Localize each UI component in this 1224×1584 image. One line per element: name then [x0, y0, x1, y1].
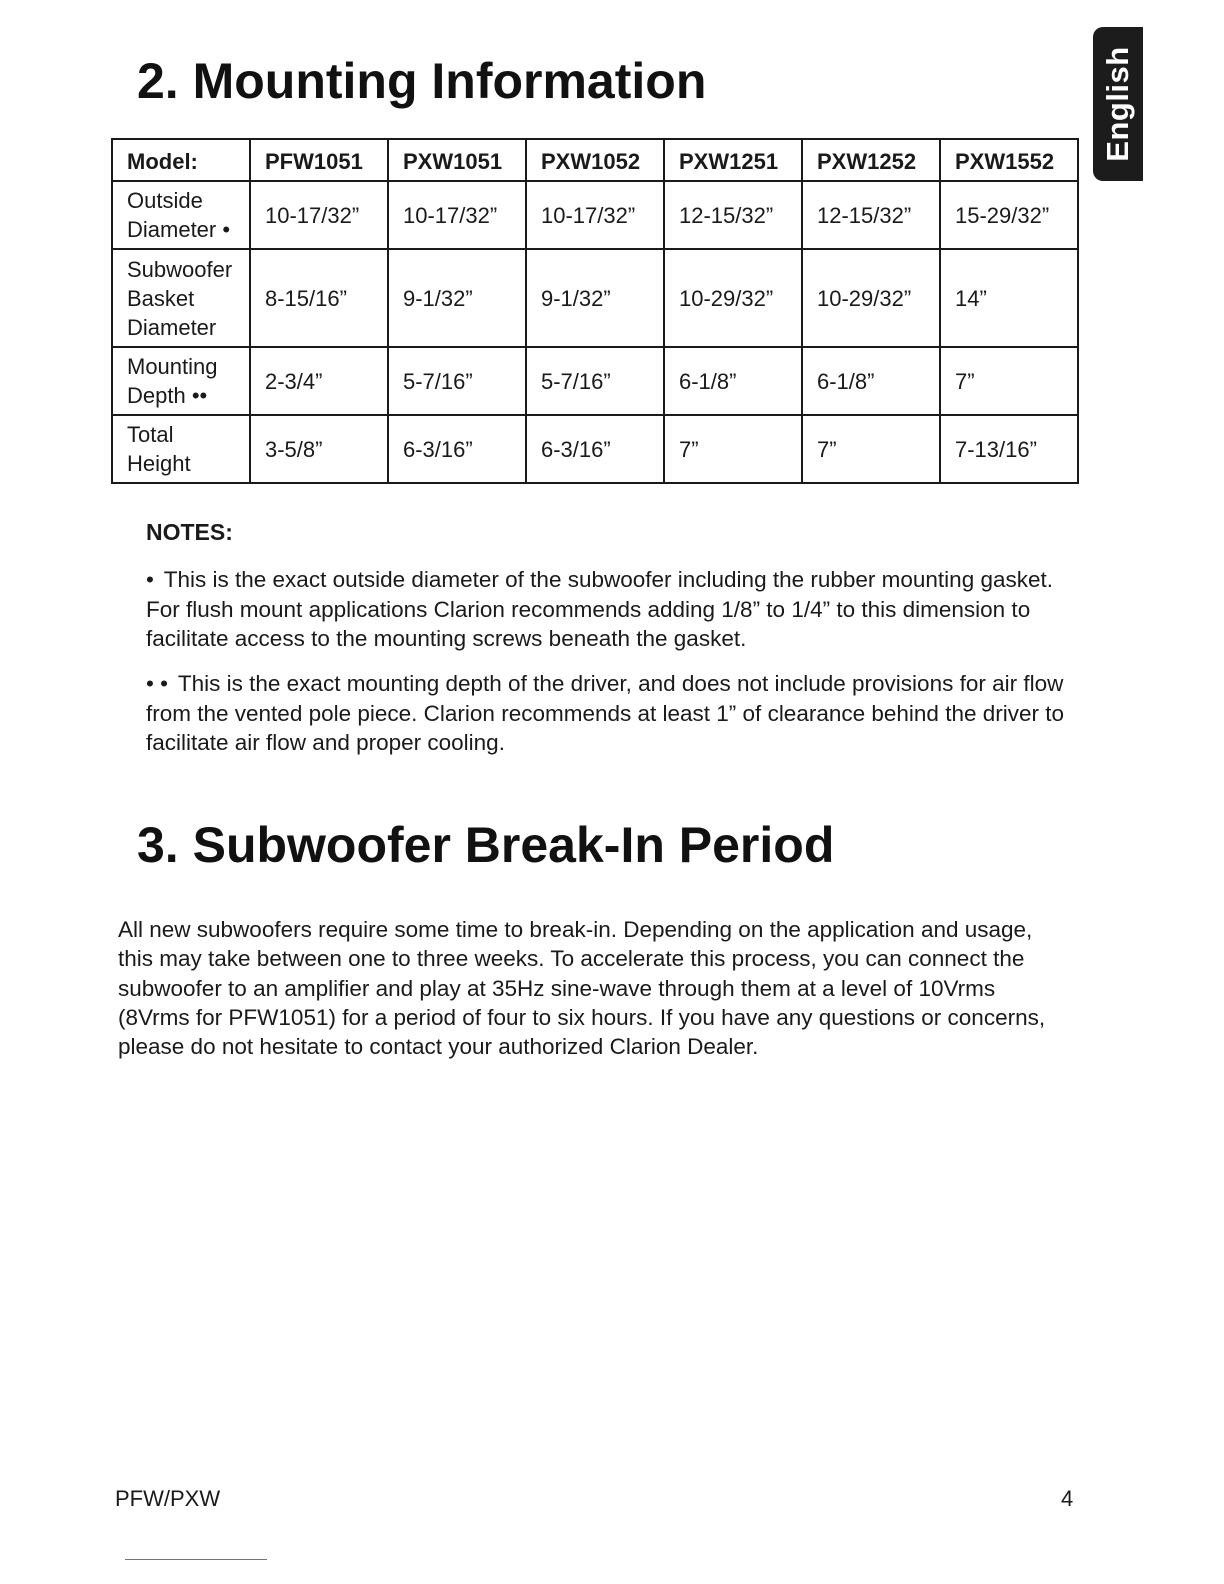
note-bullet-marker: •: [146, 567, 154, 592]
bottom-divider: [125, 1559, 267, 1560]
table-cell: 14”: [940, 249, 1078, 347]
table-cell: 8-15/16”: [250, 249, 388, 347]
table-cell: 6-3/16”: [388, 415, 526, 483]
row-label-line: Depth ••: [127, 383, 208, 408]
row-label-basket-diameter: [112, 249, 250, 347]
table-cell: 6-1/8”: [664, 347, 802, 415]
row-label-line: Diameter: [127, 314, 217, 340]
header-model-pxw1252: PXW1252: [802, 139, 940, 181]
table-header-row: [112, 139, 1078, 181]
table-cell: 5-7/16”: [526, 347, 664, 415]
row-label-line: Mounting: [127, 354, 218, 379]
row-label-line: Basket: [127, 285, 195, 311]
row-label-total-height: [112, 415, 250, 483]
notes-heading: NOTES:: [146, 519, 233, 545]
note-text: This is the exact outside diameter of the subwoofer including the rubber mounting gasket. For flush mount applications Clarion recommends adding 1/8” to 1/4” to this dimension to facilitate access to the mounting screws beneath the gasket.: [146, 567, 1054, 651]
table-cell: 2-3/4”: [250, 347, 388, 415]
mounting-spec-table: [111, 138, 1079, 484]
table-cell: 10-17/32”: [388, 181, 526, 249]
table-cell: 9-1/32”: [526, 249, 664, 347]
table-cell: 7”: [802, 415, 940, 483]
language-tab: [1093, 27, 1143, 181]
row-label-line: Height: [127, 451, 191, 476]
table-cell: 7”: [664, 415, 802, 483]
header-model-pxw1552: PXW1552: [940, 139, 1078, 181]
row-label-line: Diameter •: [127, 217, 231, 242]
table-cell: 10-17/32”: [526, 181, 664, 249]
table-cell: 10-17/32”: [250, 181, 388, 249]
note-outside-diameter: [146, 565, 1081, 654]
table-cell: 6-3/16”: [526, 415, 664, 483]
header-model-pxw1051: PXW1051: [388, 139, 526, 181]
table-cell: 10-29/32”: [664, 249, 802, 347]
page-number: 4: [1061, 1486, 1074, 1511]
header-model-label: Model:: [112, 139, 250, 181]
footer-model-series: PFW/PXW: [115, 1486, 221, 1511]
table-cell: 6-1/8”: [802, 347, 940, 415]
section-title-mounting-information: 2. Mounting Information: [137, 53, 707, 109]
table-cell: 9-1/32”: [388, 249, 526, 347]
table-cell: 15-29/32”: [940, 181, 1078, 249]
row-label-line: Total: [127, 422, 174, 447]
table-row-total-height: [112, 415, 1078, 483]
language-tab-label: English: [1100, 46, 1135, 162]
note-text: This is the exact mounting depth of the driver, and does not include provisions for air flow from the vented pole piece. Clarion recommends at least 1” of clearance behind the driver to facilitate air flow and proper cooling.: [146, 671, 1064, 755]
table-cell: 7-13/16”: [940, 415, 1078, 483]
table-row-outside-diameter: [112, 181, 1078, 249]
table-cell: 5-7/16”: [388, 347, 526, 415]
row-label-line: Outside: [127, 188, 203, 213]
header-model-pxw1251: PXW1251: [664, 139, 802, 181]
note-bullet-marker: • •: [146, 671, 169, 696]
section-title-break-in-period: 3. Subwoofer Break-In Period: [137, 817, 835, 873]
table-row-mounting-depth: [112, 347, 1078, 415]
row-label-outside-diameter: [112, 181, 250, 249]
header-model-pfw1051: PFW1051: [250, 139, 388, 181]
table-cell: 12-15/32”: [664, 181, 802, 249]
break-in-paragraph: All new subwoofers require some time to break-in. Depending on the application and usage, this may take between one to three weeks. To accelerate this process, you can connect the subwoofer to an amplifier and play at 35Hz sine-wave through them at a level of 10Vrms (8Vrms for PFW1051) for a period of four to six hours. If you have any questions or concerns, please do not hesitate to contact your authorized Clarion Dealer.: [118, 917, 1046, 1060]
table-row-basket-diameter: [112, 249, 1078, 347]
table-cell: 10-29/32”: [802, 249, 940, 347]
table-cell: 3-5/8”: [250, 415, 388, 483]
table-cell: 12-15/32”: [802, 181, 940, 249]
header-model-pxw1052: PXW1052: [526, 139, 664, 181]
row-label-mounting-depth: [112, 347, 250, 415]
table-cell: 7”: [940, 347, 1078, 415]
row-label-line: Subwoofer: [127, 256, 233, 282]
note-mounting-depth: [146, 669, 1081, 758]
